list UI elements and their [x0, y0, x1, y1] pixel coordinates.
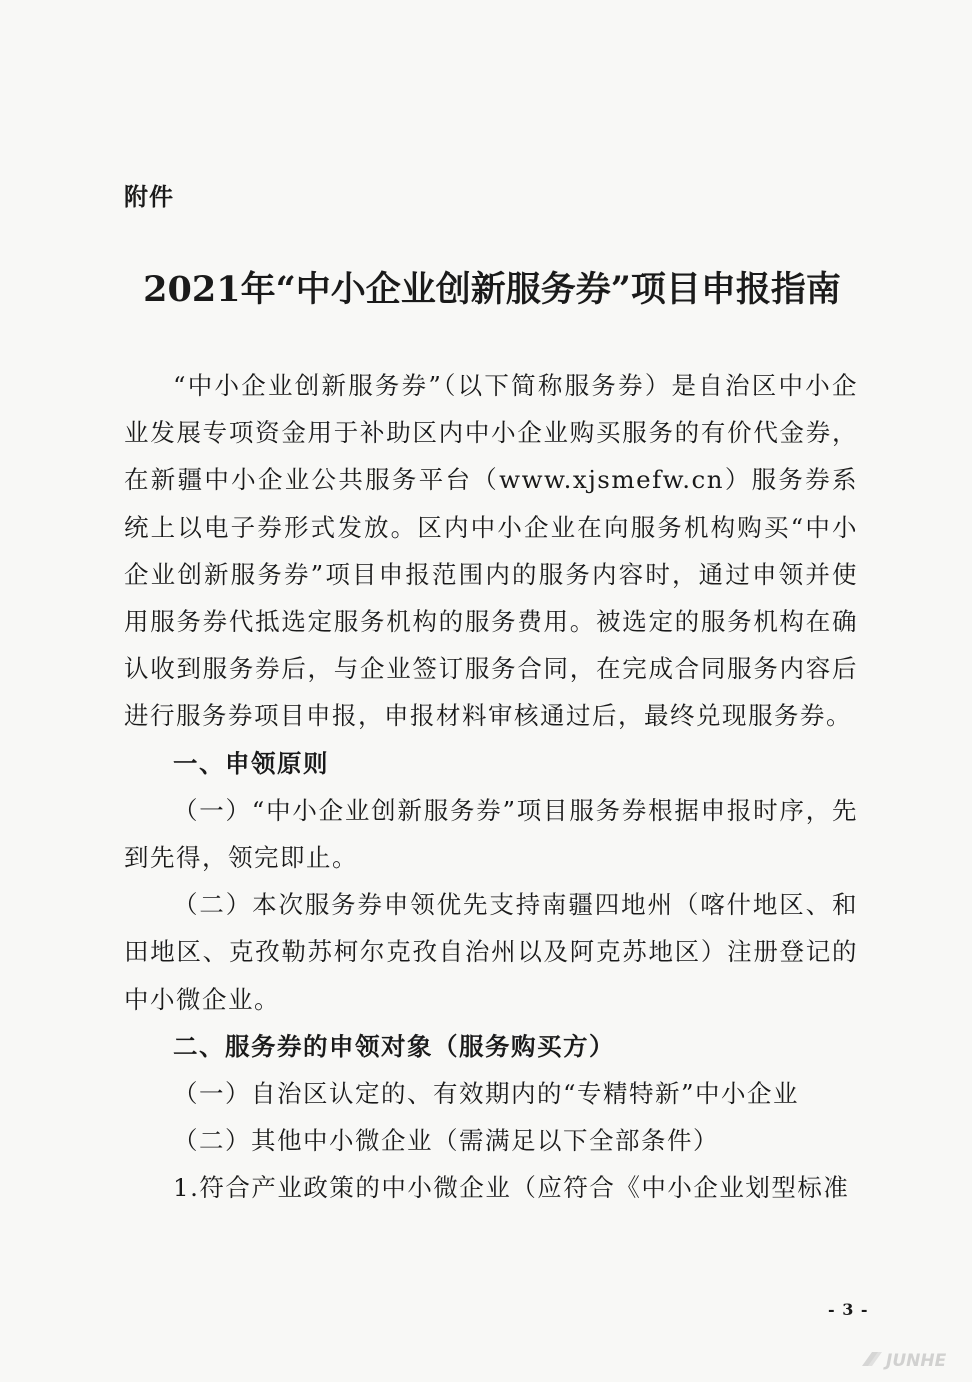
- watermark-text: JUNHE: [886, 1351, 947, 1371]
- attachment-label: 附件: [124, 183, 174, 211]
- document-title: 2021年“中小企业创新服务券”项目申报指南: [143, 269, 841, 310]
- target-paragraph-2: （二）其他中小微企业（需满足以下全部条件）: [173, 1126, 719, 1156]
- page-number: - 3 -: [828, 1300, 869, 1319]
- principle-paragraph-1: （一）“中小企业创新服务券”项目服务券根据申报时序，先到先得，领完即止。: [124, 795, 858, 873]
- intro-paragraph: “中小企业创新服务券”（以下简称服务券）是自治区中小企业发展专项资金用于补助区内中小企业购买服务的有价代金券，在新疆中小企业公共服务平台（www.xjsmefw.cn）服务券系统上以电子券形式发放。区内中小企业在向服务机构购买“中小企业创新服务券”项目申报范围内的服务内容时，通过申领并使用服务券代抵选定服务机构的服务费用。被选定的服务机构在确认收到服务券后，与企业签订服务合同，在完成合同服务内容后进行服务券项目申报，申报材料审核通过后，最终兑现服务券。: [124, 371, 858, 731]
- principle-paragraph-2: （二）本次服务券申领优先支持南疆四地州（喀什地区、和田地区、克孜勒苏柯尔克孜自治州以及阿克苏地区）注册登记的中小微企业。: [124, 890, 858, 1014]
- junhe-logo-watermark: [858, 1346, 958, 1372]
- condition-item-1: 1.符合产业政策的中小微企业（应符合《中小企业划型标准: [173, 1173, 850, 1203]
- target-paragraph-1: （一）自治区认定的、有效期内的“专精特新”中小企业: [173, 1079, 800, 1109]
- section-heading-1: 一、申领原则: [173, 748, 329, 778]
- section-heading-2: 二、服务券的申领对象（服务购买方）: [173, 1031, 615, 1061]
- document-body: [124, 362, 858, 1212]
